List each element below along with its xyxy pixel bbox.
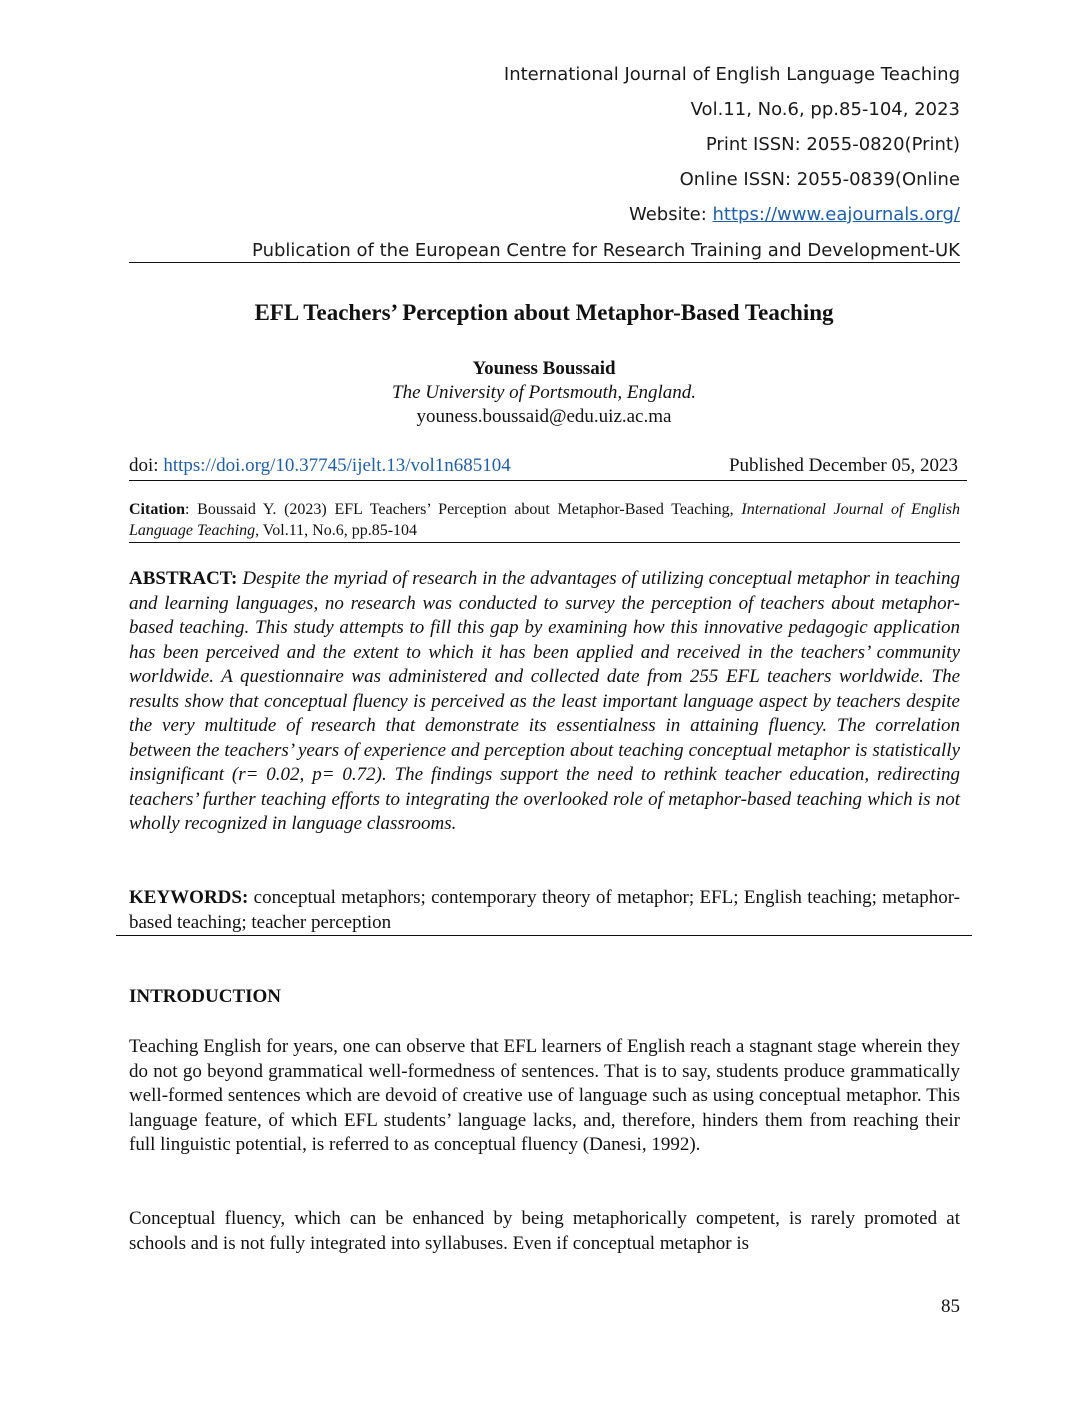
abstract-label: ABSTRACT: [129, 568, 238, 589]
published-date: Published December 05, 2023 [728, 455, 958, 476]
doi-label: doi: [129, 455, 164, 476]
online-issn: Online ISSN: 2055-0839(Online [679, 169, 960, 190]
website-link[interactable]: https://www.eajournals.org/ [712, 204, 960, 225]
abstract [129, 567, 960, 837]
keywords [129, 886, 960, 935]
print-issn: Print ISSN: 2055-0820(Print) [705, 134, 960, 155]
citation-label: Citation [129, 501, 185, 518]
citation-text-b: , Vol.11, No.6, pp.85-104 [255, 522, 418, 539]
header-divider [129, 262, 960, 263]
page-number: 85 [941, 1296, 960, 1317]
intro-paragraph-2: Conceptual fluency, which can be enhanced by being metaphorically competent, is rarely promoted at schools and is not fully integrated into syllabuses. Even if conceptual metaphor is [129, 1208, 960, 1254]
citation-text-a: : Boussaid Y. (2023) EFL Teachers’ Perception about Metaphor-Based Teaching, [185, 501, 742, 518]
intro-paragraph-1: Teaching English for years, one can observe that EFL learners of English reach a stagnant stage wherein they do not go beyond grammatical well-formedness of sentences. That is to say, students produce grammatically well-formed sentences which are devoid of creative use of language such as using conceptual metaphor. This language feature, of which EFL students’ language lacks, and, therefore, hinders them from reaching their full linguistic potential, is referred to as conceptual fluency (Danesi, 1992). [129, 1036, 960, 1155]
website-line [629, 204, 960, 225]
keywords-text: conceptual metaphors; contemporary theory of metaphor; EFL; English teaching; metaphor-based teaching; teacher perception [129, 887, 960, 933]
doi-line [129, 455, 511, 477]
citation-journal: International Journal of English Language Teaching [129, 501, 961, 539]
keywords-label: KEYWORDS: [129, 887, 249, 908]
keywords-divider [116, 935, 972, 936]
doi-link[interactable]: https://doi.org/10.37745/ijelt.13/vol1n685104 [163, 455, 511, 476]
doi-divider [129, 480, 967, 481]
citation-divider [129, 542, 960, 543]
citation [129, 499, 960, 541]
section-heading: INTRODUCTION [129, 986, 282, 1007]
paper-title: EFL Teachers’ Perception about Metaphor-Based Teaching [254, 300, 834, 325]
publisher-line: Publication of the European Centre for Research Training and Development-UK [252, 240, 960, 261]
website-label: Website: [628, 204, 713, 225]
journal-name: International Journal of English Language Teaching [503, 64, 960, 85]
abstract-text: Despite the myriad of research in the advantages of utilizing conceptual metaphor in teaching and learning languages, no research was conducted to survey the perception of teachers about metaphor-based teaching. This study attempts to fill this gap by examining how this innovative pedagogic application has been perceived and the extent to which it has been applied and received in the teachers’ community worldwide. A questionnaire was administered and collected date from 255 EFL teachers worldwide. The results show that conceptual fluency is perceived as the least important language aspect by teachers despite the very multitude of research that demonstrate its essentialness in attaining fluency. The correlation between the teachers’ years of experience and perception about teaching conceptual metaphor is statistically insignificant (r= 0.02, p= 0.72). The findings support the need to rethink teacher education, redirecting teachers’ further teaching efforts to integrating the overlooked role of metaphor-based teaching which is not wholly recognized in language classrooms. [129, 568, 960, 834]
author-name: Youness Boussaid [472, 358, 616, 379]
author-affiliation: The University of Portsmouth, England. [392, 382, 696, 403]
author-email[interactable]: youness.boussaid@edu.uiz.ac.ma [416, 406, 672, 427]
volume-info: Vol.11, No.6, pp.85-104, 2023 [690, 99, 960, 120]
